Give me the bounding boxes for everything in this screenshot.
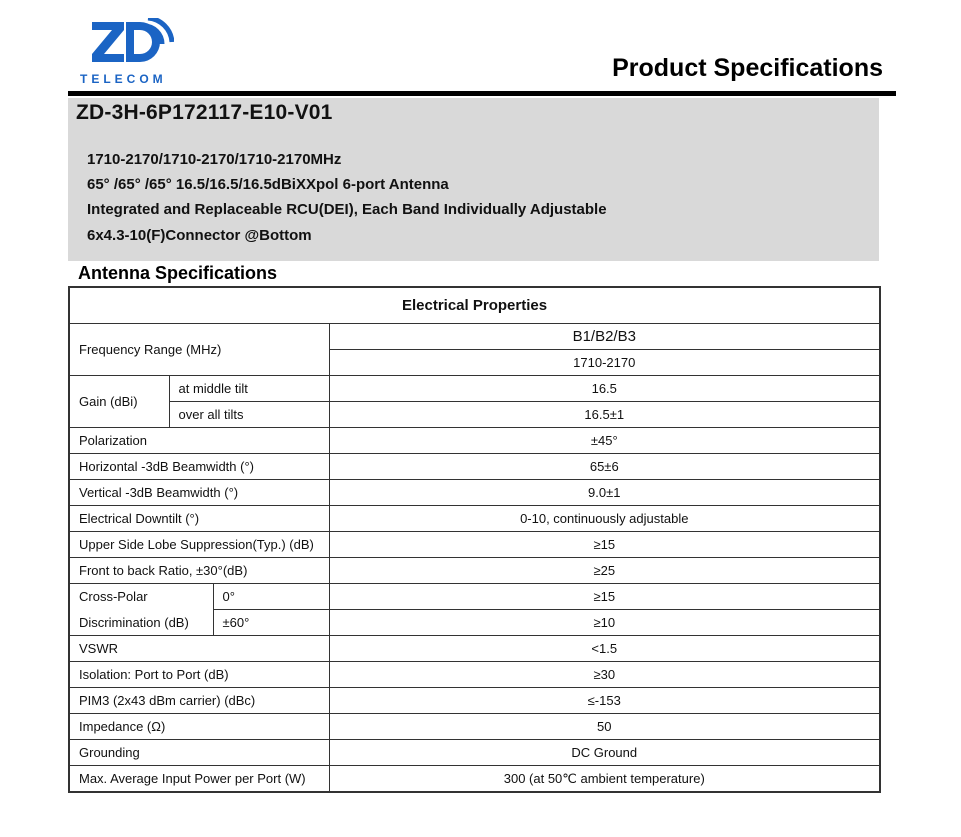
table-row — [69, 376, 880, 402]
product-summary-box — [68, 98, 879, 261]
gain-label: Gain (dBi) — [69, 376, 169, 428]
company-logo — [80, 18, 180, 88]
product-gain-line: 65° /65° /65° 16.5/16.5/16.5dBiXXpol 6-port Antenna — [87, 176, 449, 193]
polarization-value: ±45° — [329, 428, 880, 454]
impedance-value: 50 — [329, 714, 880, 740]
table-row — [69, 636, 880, 662]
pim-value: ≤-153 — [329, 688, 880, 714]
downtilt-value: 0-10, continuously adjustable — [329, 506, 880, 532]
vswr-label: VSWR — [69, 636, 329, 662]
table-row — [69, 454, 880, 480]
pim-label: PIM3 (2x43 dBm carrier) (dBc) — [69, 688, 329, 714]
frequency-label: Frequency Range (MHz) — [69, 324, 329, 376]
logo-text: TELECOM — [80, 72, 167, 86]
zd-logo-icon — [88, 18, 174, 66]
frequency-value: 1710-2170 — [329, 350, 880, 376]
gain-mid-value: 16.5 — [329, 376, 880, 402]
table-row — [69, 428, 880, 454]
gain-all-label: over all tilts — [169, 402, 329, 428]
usls-value: ≥15 — [329, 532, 880, 558]
downtilt-label: Electrical Downtilt (°) — [69, 506, 329, 532]
table-row — [69, 688, 880, 714]
table-row — [69, 558, 880, 584]
electrical-properties-table — [68, 286, 881, 793]
vbw-label: Vertical -3dB Beamwidth (°) — [69, 480, 329, 506]
table-row — [69, 714, 880, 740]
product-model: ZD-3H-6P172117-E10-V01 — [76, 101, 333, 124]
xpd-label-2: Discrimination (dB) — [69, 610, 213, 636]
polarization-label: Polarization — [69, 428, 329, 454]
table-row — [69, 506, 880, 532]
table-row — [69, 532, 880, 558]
section-heading: Antenna Specifications — [78, 263, 278, 283]
isolation-label: Isolation: Port to Port (dB) — [69, 662, 329, 688]
xpd-60-label: ±60° — [213, 610, 329, 636]
page-title: Product Specifications — [612, 54, 883, 82]
gain-mid-label: at middle tilt — [169, 376, 329, 402]
table-row — [69, 740, 880, 766]
gain-all-value: 16.5±1 — [329, 402, 880, 428]
xpd-60-value: ≥10 — [329, 610, 880, 636]
ftb-value: ≥25 — [329, 558, 880, 584]
xpd-0-label: 0° — [213, 584, 329, 610]
xpd-label-1: Cross-Polar — [69, 584, 213, 610]
table-row — [69, 480, 880, 506]
hbw-value: 65±6 — [329, 454, 880, 480]
ftb-label: Front to back Ratio, ±30°(dB) — [69, 558, 329, 584]
table-row — [69, 662, 880, 688]
table-row — [69, 324, 880, 350]
table-row — [69, 610, 880, 636]
product-rcu-line: Integrated and Replaceable RCU(DEI), Each Band Individually Adjustable — [87, 201, 607, 218]
isolation-value: ≥30 — [329, 662, 880, 688]
table-row — [69, 766, 880, 793]
table-header-row — [69, 287, 880, 324]
table-row — [69, 584, 880, 610]
usls-label: Upper Side Lobe Suppression(Typ.) (dB) — [69, 532, 329, 558]
vswr-value: <1.5 — [329, 636, 880, 662]
bands-value: B1/B2/B3 — [329, 324, 880, 350]
impedance-label: Impedance (Ω) — [69, 714, 329, 740]
vbw-value: 9.0±1 — [329, 480, 880, 506]
xpd-0-value: ≥15 — [329, 584, 880, 610]
hbw-label: Horizontal -3dB Beamwidth (°) — [69, 454, 329, 480]
power-value: 300 (at 50℃ ambient temperature) — [329, 766, 880, 793]
table-row — [69, 402, 880, 428]
power-label: Max. Average Input Power per Port (W) — [69, 766, 329, 793]
product-frequency-line: 1710-2170/1710-2170/1710-2170MHz — [87, 151, 342, 168]
grounding-value: DC Ground — [329, 740, 880, 766]
product-connector-line: 6x4.3-10(F)Connector @Bottom — [87, 227, 312, 244]
table-title: Electrical Properties — [69, 287, 880, 324]
title-divider — [68, 91, 896, 96]
grounding-label: Grounding — [69, 740, 329, 766]
